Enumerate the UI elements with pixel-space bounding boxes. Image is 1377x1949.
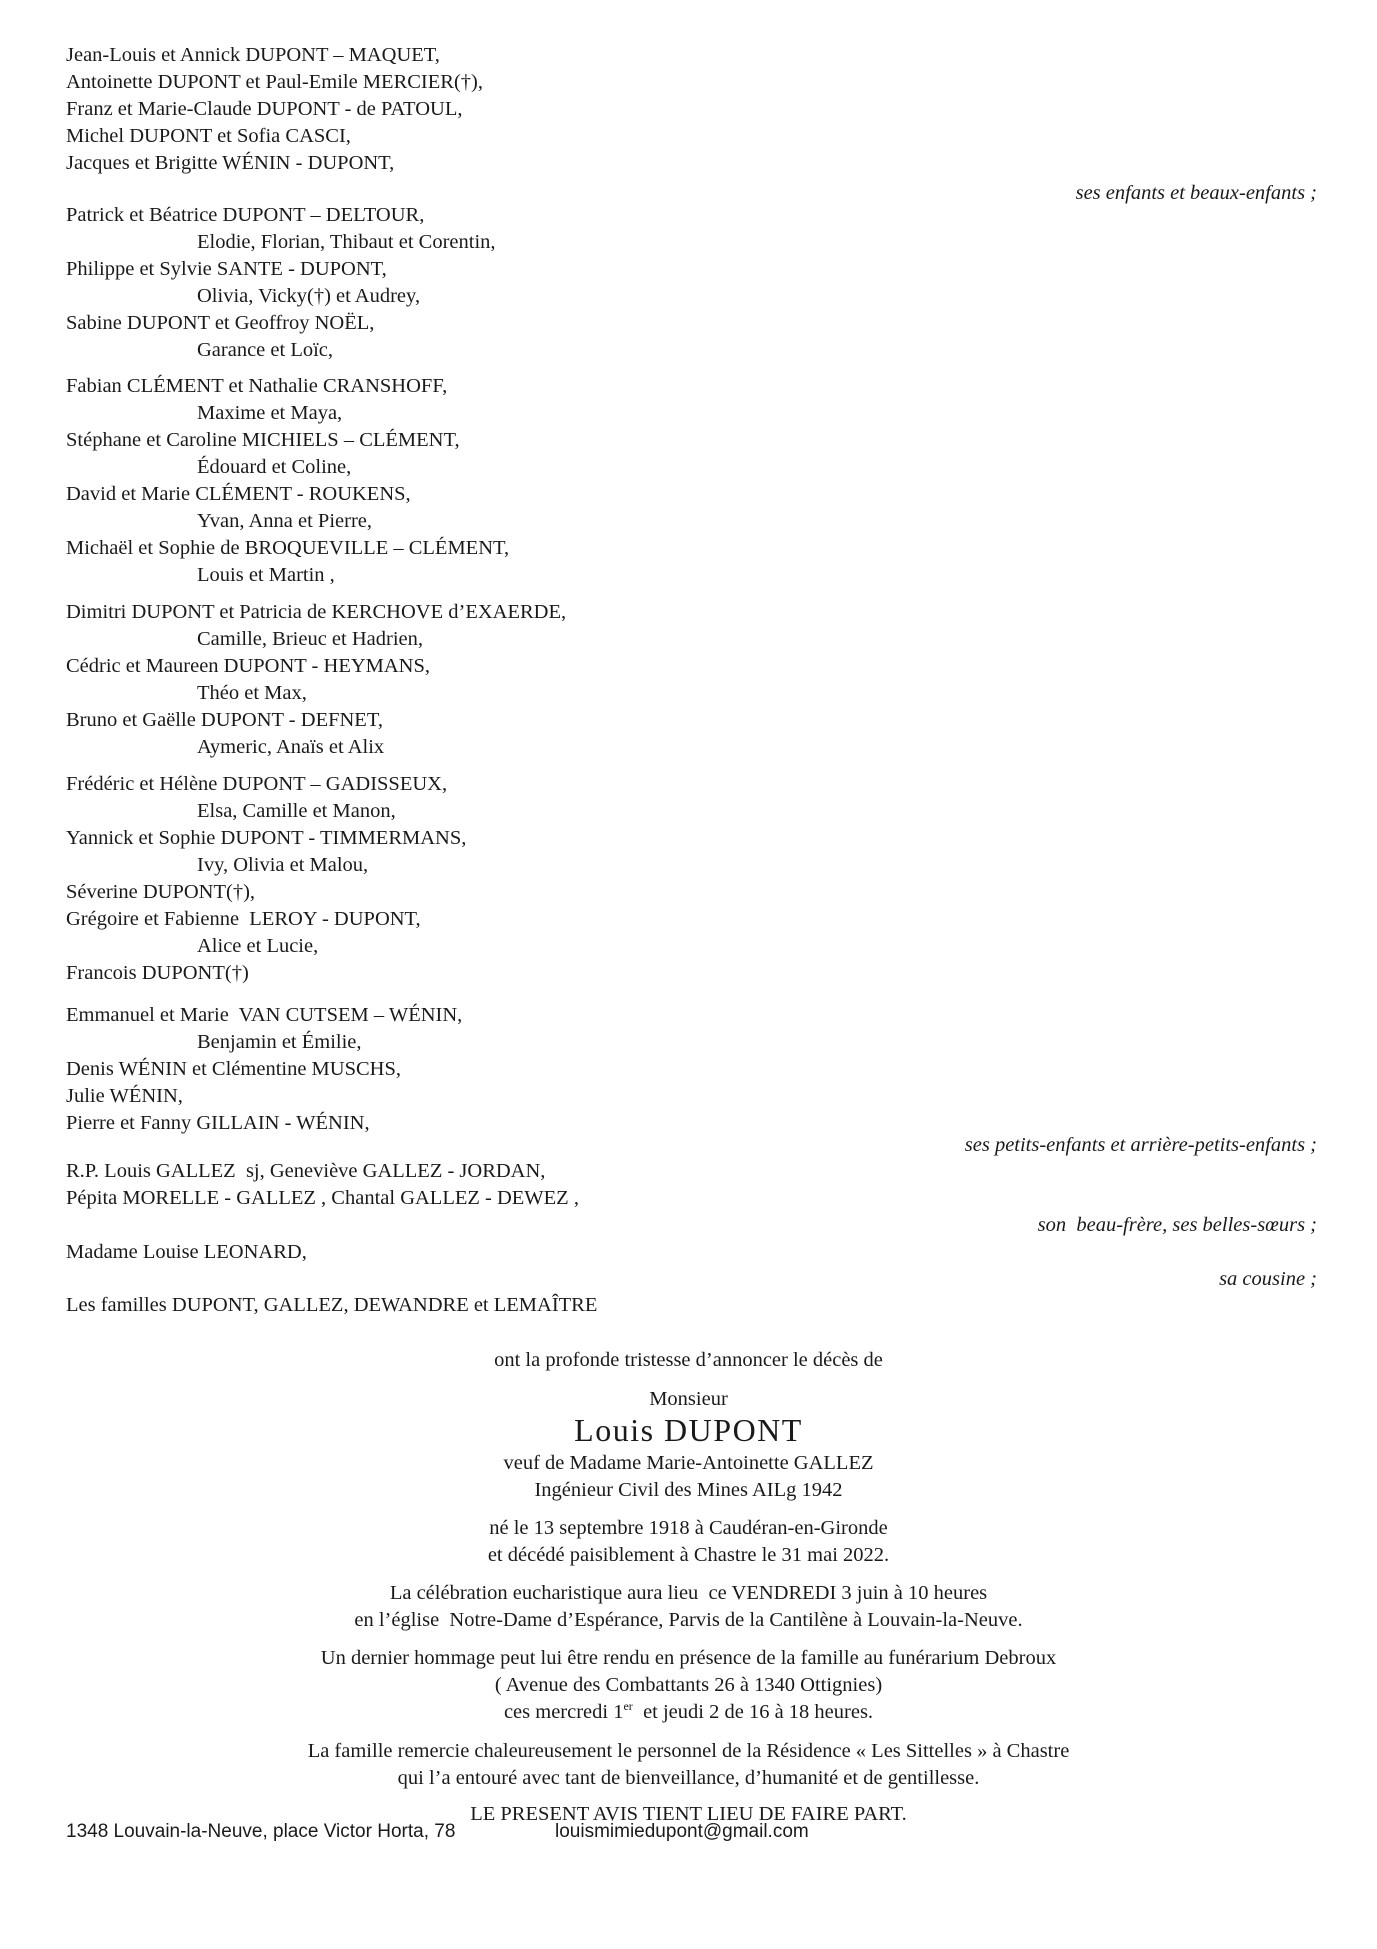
tribute-line-1: Un dernier hommage peut lui être rendu en présence de la famille au funérarium Debroux [320, 1647, 1057, 1669]
family-children-line: Édouard et Coline, [197, 456, 352, 478]
family-children-line: Yvan, Anna et Pierre, [197, 510, 372, 532]
family-member-line: Denis WÉNIN et Clémentine MUSCHS, [66, 1058, 401, 1080]
announcement-title: Monsieur [649, 1388, 728, 1410]
family-member-line: David et Marie CLÉMENT - ROUKENS, [66, 483, 411, 505]
relation-cousin: sa cousine ; [1219, 1268, 1317, 1290]
family-member-line: Les familles DUPONT, GALLEZ, DEWANDRE et LEMAÎTRE [66, 1294, 598, 1316]
family-member-line: Séverine DUPONT(†), [66, 881, 256, 903]
family-member-line: Michaël et Sophie de BROQUEVILLE – CLÉMENT, [66, 537, 510, 559]
footer-address: 1348 Louvain-la-Neuve, place Victor Horta, 78 [66, 1821, 456, 1842]
family-member-line: Yannick et Sophie DUPONT - TIMMERMANS, [66, 827, 467, 849]
profession-line: Ingénieur Civil des Mines AILg 1942 [534, 1479, 843, 1501]
family-children-line: Maxime et Maya, [197, 402, 343, 424]
family-member-line: Emmanuel et Marie VAN CUTSEM – WÉNIN, [66, 1004, 463, 1026]
family-member-line: Jean-Louis et Annick DUPONT – MAQUET, [66, 44, 440, 66]
family-children-line: Camille, Brieuc et Hadrien, [197, 628, 423, 650]
family-member-line: Pierre et Fanny GILLAIN - WÉNIN, [66, 1112, 370, 1134]
family-children-line: Ivy, Olivia et Malou, [197, 854, 369, 876]
family-member-line: Antoinette DUPONT et Paul-Emile MERCIER(†), [66, 71, 483, 93]
tribute-ordinal-suffix: er [623, 1699, 633, 1714]
family-member-line: Franz et Marie-Claude DUPONT - de PATOUL, [66, 98, 463, 120]
family-children-line: Garance et Loïc, [197, 339, 334, 361]
deceased-name: Louis DUPONT [574, 1412, 803, 1448]
tribute-line-3 [0, 1699, 1377, 1726]
family-member-line: Stéphane et Caroline MICHIELS – CLÉMENT, [66, 429, 460, 451]
family-children-line: Louis et Martin , [197, 564, 335, 586]
tribute-line-3-start: ces mercredi 1 [503, 1701, 624, 1723]
tribute-line-2: ( Avenue des Combattants 26 à 1340 Ottignies) [494, 1674, 883, 1696]
death-line: et décédé paisiblement à Chastre le 31 mai 2022. [487, 1544, 890, 1566]
family-member-line: Michel DUPONT et Sofia CASCI, [66, 125, 351, 147]
mass-line-2: en l’église Notre-Dame d’Espérance, Parvis de la Cantilène à Louvain-la-Neuve. [354, 1609, 1023, 1631]
family-member-line: Madame Louise LEONARD, [66, 1241, 307, 1263]
family-member-line: Patrick et Béatrice DUPONT – DELTOUR, [66, 204, 425, 226]
relation-children: ses enfants et beaux-enfants ; [1075, 182, 1317, 204]
family-children-line: Alice et Lucie, [197, 935, 319, 957]
family-member-line: Sabine DUPONT et Geoffroy NOËL, [66, 312, 375, 334]
family-member-line: Dimitri DUPONT et Patricia de KERCHOVE d’EXAERDE, [66, 601, 567, 623]
family-member-line: Pépita MORELLE - GALLEZ , Chantal GALLEZ - DEWEZ , [66, 1187, 579, 1209]
family-member-line: Philippe et Sylvie SANTE - DUPONT, [66, 258, 387, 280]
footer-email: louismimiedupont@gmail.com [555, 1821, 809, 1842]
notice-line: LE PRESENT AVIS TIENT LIEU DE FAIRE PART. [470, 1803, 907, 1825]
thanks-line-2: qui l’a entouré avec tant de bienveillance, d’humanité et de gentillesse. [397, 1767, 980, 1789]
family-children-line: Théo et Max, [197, 682, 307, 704]
family-member-line: Francois DUPONT(†) [66, 962, 249, 984]
family-children-line: Olivia, Vicky(†) et Audrey, [197, 285, 421, 307]
family-children-line: Elodie, Florian, Thibaut et Corentin, [197, 231, 496, 253]
family-member-line: Jacques et Brigitte WÉNIN - DUPONT, [66, 152, 395, 174]
family-children-line: Aymeric, Anaïs et Alix [197, 736, 385, 758]
announcement-intro: ont la profonde tristesse d’annoncer le décès de [494, 1349, 883, 1371]
family-member-line: Fabian CLÉMENT et Nathalie CRANSHOFF, [66, 375, 448, 397]
family-member-line: Cédric et Maureen DUPONT - HEYMANS, [66, 655, 431, 677]
thanks-line-1: La famille remercie chaleureusement le personnel de la Résidence « Les Sittelles » à Chastre [307, 1740, 1070, 1762]
family-member-line: Grégoire et Fabienne LEROY - DUPONT, [66, 908, 421, 930]
widower-line: veuf de Madame Marie-Antoinette GALLEZ [503, 1452, 874, 1474]
family-member-line: Frédéric et Hélène DUPONT – GADISSEUX, [66, 773, 448, 795]
family-member-line: R.P. Louis GALLEZ sj, Geneviève GALLEZ - JORDAN, [66, 1160, 546, 1182]
relation-inlaws: son beau-frère, ses belles-sœurs ; [1037, 1214, 1317, 1236]
family-member-line: Bruno et Gaëlle DUPONT - DEFNET, [66, 709, 383, 731]
relation-grandchildren: ses petits-enfants et arrière-petits-enfants ; [964, 1134, 1317, 1156]
family-children-line: Benjamin et Émilie, [197, 1031, 362, 1053]
tribute-line-3-end: et jeudi 2 de 16 à 18 heures. [632, 1701, 874, 1723]
mass-line-1: La célébration eucharistique aura lieu ce VENDREDI 3 juin à 10 heures [389, 1582, 988, 1604]
family-children-line: Elsa, Camille et Manon, [197, 800, 396, 822]
family-member-line: Julie WÉNIN, [66, 1085, 183, 1107]
birth-line: né le 13 septembre 1918 à Caudéran-en-Gironde [489, 1517, 888, 1539]
